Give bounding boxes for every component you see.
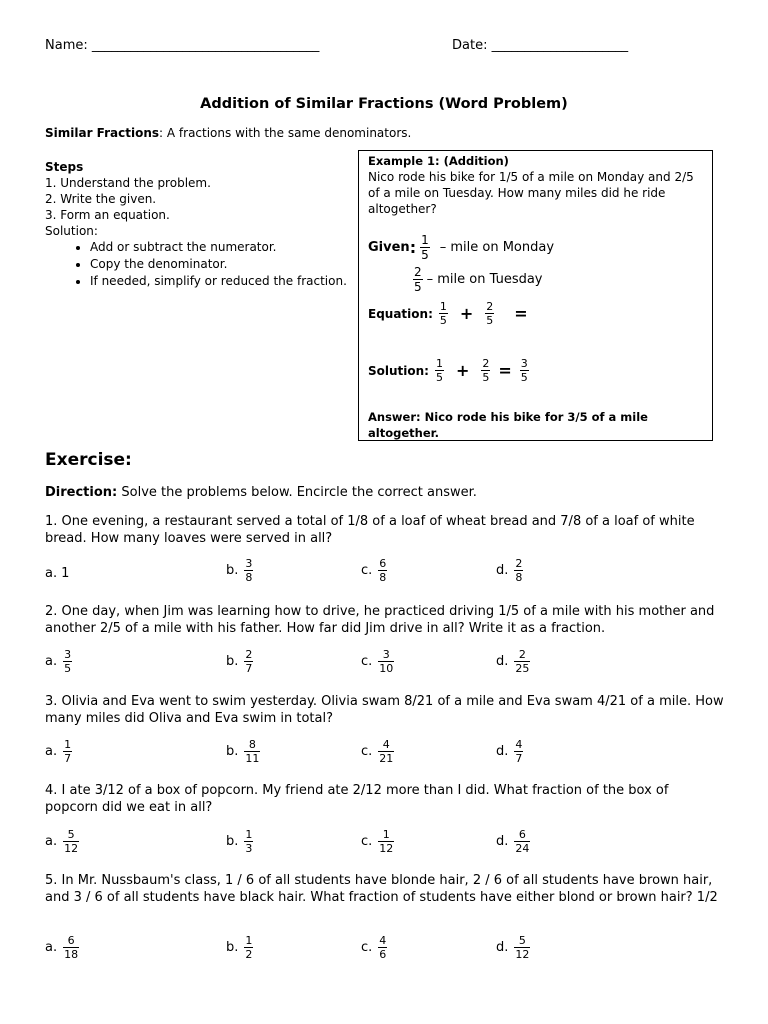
numerator: 3 [64, 648, 72, 661]
denominator: 8 [515, 571, 523, 584]
choice-fraction [63, 935, 79, 960]
choice-c[interactable] [361, 558, 389, 583]
denominator: 8 [379, 571, 387, 584]
solution-fraction-a [435, 358, 444, 383]
given-fraction-1 [420, 234, 430, 261]
denominator: 5 [414, 280, 422, 294]
direction [45, 485, 477, 500]
given-fraction-2 [413, 266, 423, 293]
choice-fraction [514, 935, 530, 960]
list-item: • Add or subtract the numerator. [90, 239, 347, 256]
numerator: 4 [382, 738, 390, 751]
denominator: 2 [245, 948, 253, 961]
question-text: 4. I ate 3/12 of a box of popcorn. My friend ate 2/12 more than I did. What fraction of the box of popcorn did we eat in all? [45, 783, 669, 815]
choice-letter: b. [226, 563, 239, 578]
denominator: 21 [379, 752, 394, 765]
choice-fraction [514, 649, 530, 674]
numerator: 1 [245, 828, 253, 841]
choice-fraction [244, 829, 253, 854]
step-item: 2. Write the given. [45, 192, 157, 206]
date-field[interactable] [452, 38, 628, 53]
denominator: 5 [435, 371, 443, 384]
choice-a[interactable] [45, 649, 74, 674]
definition [45, 126, 411, 140]
denominator: 24 [515, 842, 530, 855]
date-line[interactable]: _____________________ [491, 38, 629, 53]
choice-fraction [63, 829, 79, 854]
name-field[interactable] [45, 38, 319, 53]
denominator: 7 [64, 752, 72, 765]
numerator: 4 [379, 934, 387, 947]
choice-letter: d. [496, 563, 509, 578]
choice-b[interactable] [226, 558, 255, 583]
numerator: 2 [245, 648, 253, 661]
choice-letter: a. [45, 940, 58, 955]
choice-letter: c. [361, 834, 373, 849]
example-problem-line: of a mile on Tuesday. How many miles did he ride [368, 186, 666, 200]
solution-steps-list [66, 239, 347, 290]
choice-fraction [244, 739, 260, 764]
direction-label: Direction: [45, 485, 118, 500]
example-answer-line: altogether. [368, 426, 440, 440]
solution-label: Solution: [368, 363, 429, 378]
direction-text: Solve the problems below. Encircle the correct answer. [117, 485, 477, 500]
choice-letter: b. [226, 654, 239, 669]
choice-b[interactable] [226, 829, 255, 854]
choice-fraction [514, 739, 523, 764]
question-text: 5. In Mr. Nussbaum's class, 1 / 6 of all students have blonde hair, 2 / 6 of all students have brown hair, and 3 / 6 of all students have black hair. What fraction of students have either blond or brown hair? 1/2 [45, 873, 718, 905]
choice-value: 1 [61, 566, 70, 581]
numerator: 3 [245, 557, 253, 570]
choice-letter: b. [226, 940, 239, 955]
denominator: 18 [64, 948, 79, 961]
choice-b[interactable] [226, 649, 255, 674]
choice-letter: c. [361, 744, 373, 759]
plus-sign: + [459, 304, 474, 323]
numerator: 1 [382, 828, 390, 841]
choice-letter: a. [45, 566, 58, 581]
question-text: 3. Olivia and Eva went to swim yesterday. Olivia swam 8/21 of a mile and Eva swam 4/21 of a mile. How many miles did Oliva and Eva swim in total? [45, 694, 724, 726]
choice-fraction [378, 558, 387, 583]
numerator: 6 [379, 557, 387, 570]
example-problem-line: Nico rode his bike for 1/5 of a mile on Monday and 2/5 [368, 170, 694, 184]
numerator: 2 [515, 557, 523, 570]
numerator: 5 [518, 934, 526, 947]
denominator: 11 [245, 752, 260, 765]
solution-fraction-b [481, 358, 490, 383]
equation-row [368, 301, 528, 326]
numerator: 6 [67, 934, 75, 947]
choice-fraction [244, 935, 253, 960]
numerator: 5 [67, 828, 75, 841]
step-item: 3. Form an equation. [45, 208, 170, 222]
numerator: 2 [482, 357, 490, 370]
solution-row [368, 358, 531, 383]
numerator: 4 [515, 738, 523, 751]
denominator: 12 [379, 842, 394, 855]
denominator: 8 [245, 571, 253, 584]
numerator: 8 [248, 738, 256, 751]
choice-letter: a. [45, 654, 58, 669]
choice-letter: c. [361, 563, 373, 578]
numerator: 1 [245, 934, 253, 947]
given-colon: : [409, 238, 417, 257]
choice-c[interactable] [361, 649, 396, 674]
choice-letter: b. [226, 744, 239, 759]
given-label: Given [368, 240, 410, 255]
choice-letter: d. [496, 744, 509, 759]
choice-a[interactable] [45, 566, 69, 581]
choice-fraction [63, 649, 72, 674]
denominator: 5 [421, 248, 429, 262]
denominator: 5 [482, 371, 490, 384]
list-item: • If needed, simplify or reduced the fraction. [90, 273, 347, 290]
denominator: 5 [486, 314, 494, 327]
numerator: 3 [382, 648, 390, 661]
choice-d[interactable] [496, 649, 532, 674]
choice-letter: d. [496, 654, 509, 669]
choice-fraction [244, 649, 253, 674]
given-text-2: – mile on Tuesday [426, 272, 543, 287]
numerator: 1 [64, 738, 72, 751]
choice-d[interactable] [496, 935, 532, 960]
denominator: 12 [64, 842, 79, 855]
choice-fraction [378, 739, 394, 764]
date-label: Date: [452, 38, 492, 53]
equation-fraction-a [439, 301, 448, 326]
choice-c[interactable] [361, 829, 396, 854]
choice-fraction [378, 829, 394, 854]
definition-term: Similar Fractions [45, 126, 160, 140]
numerator: 1 [421, 233, 429, 247]
plus-sign: + [455, 361, 470, 380]
denominator: 12 [515, 948, 530, 961]
choice-letter: c. [361, 940, 373, 955]
choice-d[interactable] [496, 739, 525, 764]
numerator: 1 [435, 357, 443, 370]
choice-letter: b. [226, 834, 239, 849]
given-row-1 [368, 234, 554, 261]
choice-fraction [514, 558, 523, 583]
choice-a[interactable] [45, 739, 74, 764]
choice-a[interactable] [45, 935, 81, 960]
denominator: 10 [379, 662, 394, 675]
denominator: 6 [379, 948, 387, 961]
given-text-1: – mile on Monday [439, 240, 555, 255]
choice-d[interactable] [496, 829, 532, 854]
list-item: • Copy the denominator. [90, 256, 347, 273]
definition-text: : A fractions with the same denominators. [159, 126, 412, 140]
choice-letter: a. [45, 834, 58, 849]
question-text: 2. One day, when Jim was learning how to drive, he practiced driving 1/5 of a mile with his mother and another 2/5 of a mile with his father. How far did Jim drive in all? Write it as a fraction. [45, 604, 715, 636]
denominator: 5 [520, 371, 528, 384]
numerator: 2 [518, 648, 526, 661]
name-line[interactable]: ___________________________________ [91, 38, 320, 53]
denominator: 5 [64, 662, 72, 675]
equation-fraction-b [485, 301, 494, 326]
denominator: 7 [245, 662, 253, 675]
numerator: 2 [486, 300, 494, 313]
denominator: 7 [515, 752, 523, 765]
choice-fraction [378, 935, 387, 960]
equals-sign: = [514, 304, 528, 323]
choice-letter: d. [496, 834, 509, 849]
choice-fraction [378, 649, 394, 674]
choice-b[interactable] [226, 935, 255, 960]
example-heading: Example 1: (Addition) [368, 154, 509, 168]
denominator: 25 [515, 662, 530, 675]
denominator: 3 [245, 842, 253, 855]
example-answer-line: Answer: Nico rode his bike for 3/5 of a mile [368, 410, 648, 424]
choice-b[interactable] [226, 739, 262, 764]
numerator: 3 [520, 357, 528, 370]
equals-sign: = [498, 361, 512, 380]
exercise-heading: Exercise: [45, 450, 132, 470]
given-row-2 [411, 266, 543, 293]
question-text: 1. One evening, a restaurant served a total of 1/8 of a loaf of wheat bread and 7/8 of a loaf of white bread. How many loaves were served in all? [45, 514, 695, 546]
choice-a[interactable] [45, 829, 81, 854]
page-title: Addition of Similar Fractions (Word Problem) [200, 96, 568, 112]
solution-label: Solution: [45, 224, 98, 238]
numerator: 6 [518, 828, 526, 841]
solution-fraction-result [520, 358, 529, 383]
choice-letter: d. [496, 940, 509, 955]
choice-c[interactable] [361, 739, 396, 764]
equation-label: Equation: [368, 306, 433, 321]
name-label: Name: [45, 38, 92, 53]
numerator: 2 [414, 265, 422, 279]
choice-c[interactable] [361, 935, 389, 960]
step-item: 1. Understand the problem. [45, 176, 211, 190]
numerator: 1 [439, 300, 447, 313]
choice-letter: c. [361, 654, 373, 669]
choice-fraction [244, 558, 253, 583]
denominator: 5 [439, 314, 447, 327]
choice-fraction [514, 829, 530, 854]
choice-letter: a. [45, 744, 58, 759]
example-problem-line: altogether? [368, 202, 437, 216]
choice-fraction [63, 739, 72, 764]
steps-heading: Steps [45, 160, 84, 174]
choice-d[interactable] [496, 558, 525, 583]
